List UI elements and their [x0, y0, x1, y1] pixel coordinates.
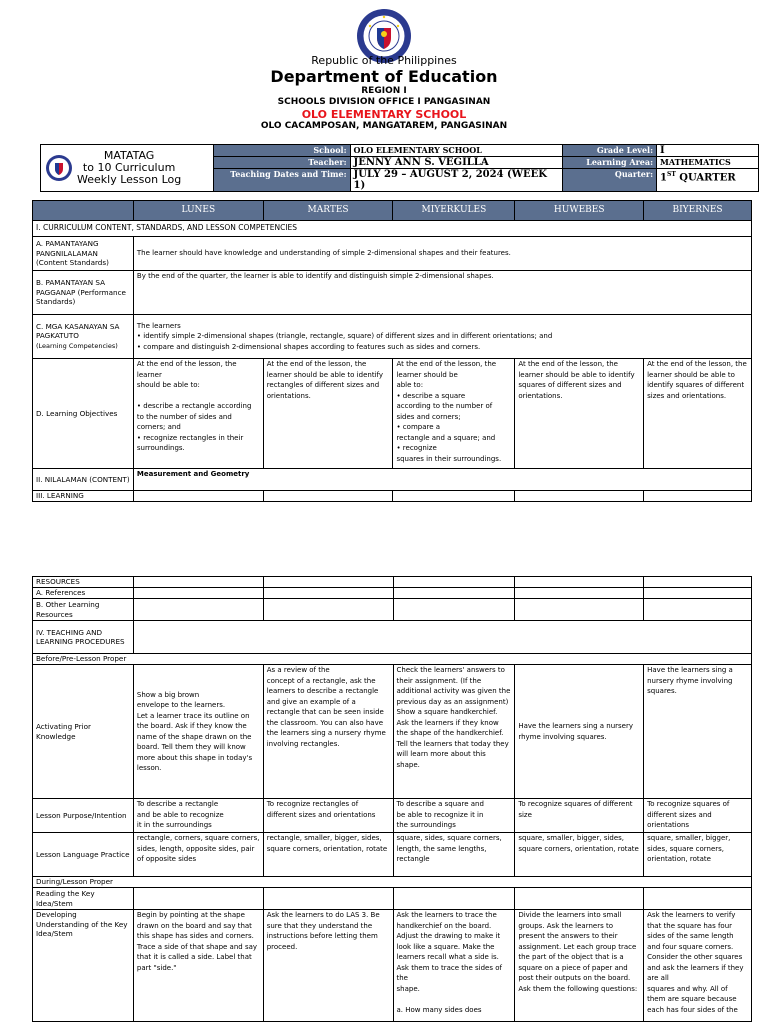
activating-miyerkules: Check the learners' answers to their assignment. (If the additional activity was given the previous day as an assignment) Show a square handkerchief. Ask the learners if they know the shape of the handkerchief. Tell the learners that today they will learn more about this shape. [393, 665, 515, 799]
objectives-label: D. Learning Objectives [33, 359, 134, 469]
dates-value: JULY 29 – AUGUST 2, 2024 (WEEK 1) [350, 169, 563, 192]
content-standards-text: The learner should have knowledge and understanding of simple 2-dimensional shapes and their features. [133, 237, 751, 271]
deped-logo-icon [45, 154, 73, 182]
language-huwebes: square, smaller, bigger, sides, square corners, orientation, rotate [515, 833, 644, 877]
lesson-info-table [40, 144, 759, 192]
school-address: OLO CACAMPOSAN, MANGATAREM, PANGASINAN [260, 121, 508, 131]
before-lesson-heading: Before/Pre-Lesson Proper [33, 654, 752, 665]
performance-standards-label: B. PAMANTAYAN SA PAGGANAP (Performance Standards) [33, 271, 134, 315]
curriculum-label: to 10 Curriculum [82, 161, 176, 174]
day-header-biyernes: BIYERNES [644, 201, 752, 221]
quarter-value: 1ST QUARTER [657, 169, 759, 192]
purpose-miyerkules: To describe a square and be able to recognize it in the surroundings [393, 799, 515, 833]
day-header-miyerkules: MIYERKULES [393, 201, 515, 221]
competencies-label: C. MGA KASANAYAN SA PAGKATUTO (Learning Competencies) [33, 315, 134, 359]
other-resources-label: B. Other Learning Resources [33, 599, 134, 621]
objective-martes: At the end of the lesson, the learner should be able to identify rectangles of different sizes and orientations. [263, 359, 393, 469]
developing-huwebes: Divide the learners into small groups. Ask the learners to present the answers to their assignment. Let each group trace the part of the object that is a square on a piece of paper and post their outputs on the board. Ask them the following questions: [515, 910, 644, 1022]
language-martes: rectangle, smaller, bigger, sides, square corners, orientation, rotate [263, 833, 393, 877]
procedures-label: IV. TEACHING AND LEARNING PROCEDURES [33, 621, 134, 654]
curriculum-section-heading: I. CURRICULUM CONTENT, STANDARDS, AND LESSON COMPETENCIES [33, 221, 752, 237]
lesson-log-table-part2 [32, 576, 752, 1022]
lesson-log-table-part1 [32, 200, 752, 502]
language-lunes: rectangle, corners, square corners, sides, length, opposite sides, pair of opposite sides [133, 833, 263, 877]
purpose-huwebes: To recognize squares of different size [515, 799, 644, 833]
references-label: A. References [33, 588, 134, 599]
developing-lunes: Begin by pointing at the shape drawn on the board and say that this shape has sides and corners. Trace a side of that shape and say that it is called a side. Label that part "side." [133, 910, 263, 1022]
content-standards-label: A. PAMANTAYANG PANGNILALAMAN (Content Standards) [33, 237, 134, 271]
learning-label: III. LEARNING [33, 491, 134, 502]
day-header-martes: MARTES [263, 201, 393, 221]
during-lesson-heading: During/Lesson Proper [33, 877, 752, 888]
objective-huwebes: At the end of the lesson, the learner should be able to identify squares of different sizes and orientations. [515, 359, 644, 469]
dates-label: Teaching Dates and Time: [213, 169, 350, 192]
resources-label: RESOURCES [33, 577, 134, 588]
teacher-label: Teacher: [213, 157, 350, 169]
activating-biyernes: Have the learners sing a nursery rhyme involving squares. [644, 665, 752, 799]
content-label: II. NILALAMAN (CONTENT) [33, 469, 134, 491]
division-text: SCHOOLS DIVISION OFFICE I PANGASINAN [277, 97, 491, 107]
region-text: REGION I [361, 86, 407, 96]
developing-biyernes: Ask the learners to verify that the square has four sides of the same length and four square corners. Consider the other squares and ask the learners if they are all squares and why. All of them are square because each has four sides of the [644, 910, 752, 1022]
day-header-huwebes: HUWEBES [515, 201, 644, 221]
objective-biyernes: At the end of the lesson, the learner should be able to identify squares of different sizes and orientations. [644, 359, 752, 469]
republic-text: Republic of the Philippines [311, 54, 457, 67]
language-label: Lesson Language Practice [33, 833, 134, 877]
competencies-text: The learners • identify simple 2-dimensional shapes (triangle, rectangle, square) of different sizes and in different orientations; and • compare and distinguish 2-dimensional shapes according to features such as sides and corners. [133, 315, 751, 359]
developing-miyerkules: Ask the learners to trace the handkerchief on the board. Adjust the drawing to make it look like a square. Make the learners recall what a side is. Ask them to trace the sides of the shape. a. How many sides does [393, 910, 515, 1022]
content-value: Measurement and Geometry [133, 469, 751, 491]
activating-label: Activating Prior Knowledge [33, 665, 134, 799]
activating-huwebes: Have the learners sing a nursery rhyme involving squares. [515, 665, 644, 799]
teacher-value: JENNY ANN S. VEGILLA [350, 157, 563, 169]
purpose-biyernes: To recognize squares of different sizes and orientations [644, 799, 752, 833]
school-label: School: [213, 145, 350, 157]
weekly-log-label: Weekly Lesson Log [77, 173, 182, 186]
department-title: Department of Education [270, 67, 498, 86]
activating-lunes: Show a big brown envelope to the learners. Let a learner trace its outline on the board. Ask if they know the name of the shape drawn on the board. Tell them they will know more about this shape in today's lesson. [133, 665, 263, 799]
day-header-blank [33, 201, 134, 221]
objective-miyerkules: At the end of the lesson, the learner should be able to: • describe a square according to the number of sides and corners; • compare a rectangle and a square; and • recognize squares in their surroundings. [393, 359, 515, 469]
performance-standards-text: By the end of the quarter, the learner is able to identify and distinguish simple 2-dimensional shapes. [133, 271, 751, 315]
objective-lunes: At the end of the lesson, the learner should be able to: • describe a rectangle according to the number of sides and corners; and • recognize rectangles in their surroundings. [133, 359, 263, 469]
day-header-lunes: LUNES [133, 201, 263, 221]
matatag-title-cell [41, 145, 214, 192]
purpose-label: Lesson Purpose/Intention [33, 799, 134, 833]
purpose-lunes: To describe a rectangle and be able to recognize it in the surroundings [133, 799, 263, 833]
developing-martes: Ask the learners to do LAS 3. Be sure that they understand the instructions before letting them proceed. [263, 910, 393, 1022]
matatag-label: MATATAG [103, 149, 155, 162]
language-miyerkules: square, sides, square corners, length, the same lengths, rectangle [393, 833, 515, 877]
school-value: OLO ELEMENTARY SCHOOL [350, 145, 563, 157]
reading-label: Reading the Key Idea/Stem [33, 888, 134, 910]
area-label: Learning Area: [563, 157, 657, 169]
language-biyernes: square, smaller, bigger, sides, square corners, orientation, rotate [644, 833, 752, 877]
purpose-martes: To recognize rectangles of different sizes and orientations [263, 799, 393, 833]
school-name: OLO ELEMENTARY SCHOOL [301, 108, 467, 121]
activating-martes: As a review of the concept of a rectangle, ask the learners to describe a rectangle and give an example of a rectangle that can be seen inside the classroom. You can also have the learners sing a nursery rhyme involving rectangles. [263, 665, 393, 799]
grade-value: I [657, 145, 759, 157]
developing-label: Developing Understanding of the Key Idea/Stem [33, 910, 134, 1022]
area-value: MATHEMATICS [657, 157, 759, 169]
quarter-label: Quarter: [563, 169, 657, 192]
grade-label: Grade Level: [563, 145, 657, 157]
